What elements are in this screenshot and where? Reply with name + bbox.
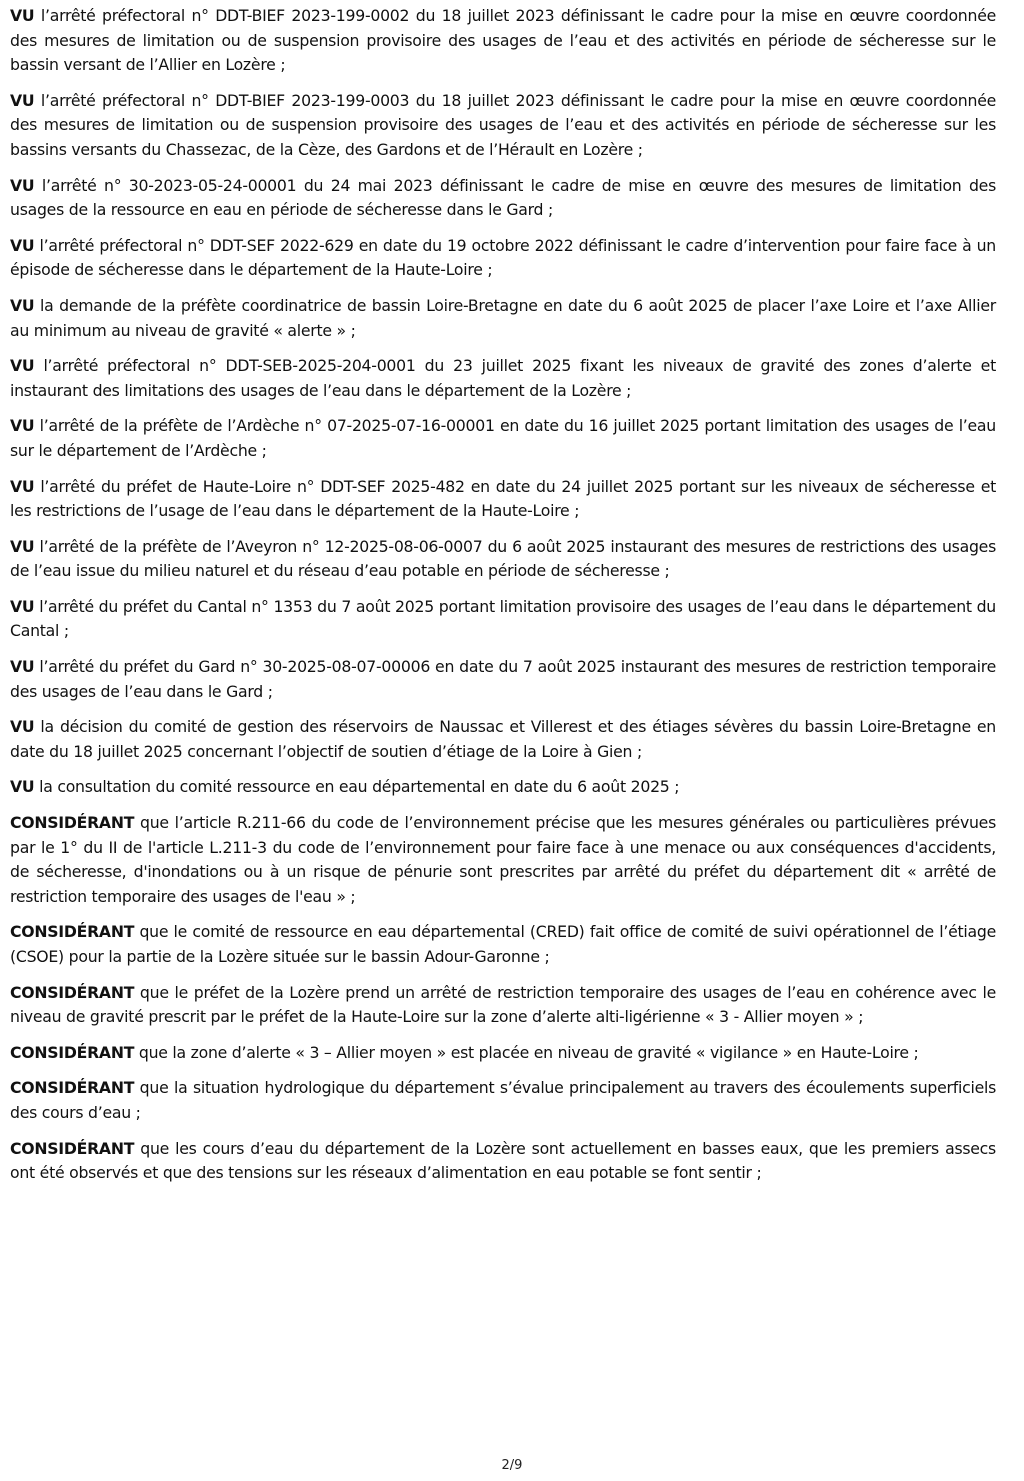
vu-paragraph [10, 535, 996, 584]
paragraph-text: que les cours d’eau du département de la Lozère sont actuellement en basses eaux, que les premiers assecs ont été observés et que des tensions sur les réseaux d’alimentation en eau potable se font sentir ; [10, 1138, 996, 1183]
paragraph-text: l’arrêté du préfet de Haute-Loire n° DDT-SEF 2025-482 en date du 24 juillet 2025 portant sur les niveaux de sécheresse et les restrictions de l’usage de l’eau dans le département de la Haute-Loire ; [10, 476, 996, 521]
paragraph-text: que la zone d’alerte « 3 – Allier moyen » est placée en niveau de gravité « vigilance » en Haute-Loire ; [134, 1042, 919, 1062]
vu-paragraph [10, 595, 996, 644]
vu-keyword: VU [10, 596, 35, 616]
vu-keyword: VU [10, 235, 35, 255]
vu-keyword: VU [10, 657, 35, 677]
paragraph-text: l’arrêté du préfet du Cantal n° 1353 du 7 août 2025 portant limitation provisoire des usages de l’eau dans le département du Cantal ; [10, 596, 996, 641]
paragraph-text: l’arrêté n° 30-2023-05-24-00001 du 24 mai 2023 définissant le cadre de mise en œuvre des mesures de limitation des usages de la ressource en eau en période de sécheresse dans le Gard ; [10, 175, 996, 220]
vu-paragraph [10, 89, 996, 163]
paragraph-text: que la situation hydrologique du département s’évalue principalement au travers des écoulements superficiels des cours d’eau ; [10, 1078, 996, 1122]
paragraph-text: que l’article R.211-66 du code de l’environnement précise que les mesures générales ou particulières prévues par le 1° du II de l'article L.211-3 du code de l’environnement pour faire face à une menace ou aux conséquences d'accidents, de sécheresse, d'inondations ou à un risque de pénurie sont prescrites par arrêté du préfet du département dit « arrêté de restriction temporaire des usages de l'eau » ; [10, 813, 996, 906]
considerant-paragraph [10, 811, 996, 909]
vu-paragraph [10, 234, 996, 283]
considerant-paragraph [10, 920, 996, 969]
paragraph-text: l’arrêté préfectoral n° DDT-BIEF 2023-199-0003 du 18 juillet 2023 définissant le cadre pour la mise en œuvre coordonnée des mesures de limitation ou de suspension provisoire des usages de l’eau et des activités en période de sécheresse sur les bassins versants du Chassezac, de la Cèze, des Gardons et de l’Hérault en Lozère ; [10, 90, 996, 159]
considerant-paragraph [10, 1076, 996, 1125]
paragraph-text: l’arrêté de la préfète de l’Ardèche n° 07-2025-07-16-00001 en date du 16 juillet 2025 portant limitation des usages de l’eau sur le département de l’Ardèche ; [10, 416, 996, 460]
paragraph-text: l’arrêté préfectoral n° DDT-BIEF 2023-199-0002 du 18 juillet 2023 définissant le cadre pour la mise en œuvre coordonnée des mesures de limitation ou de suspension provisoire des usages de l’eau et des activités en période de sécheresse sur le bassin versant de l’Allier en Lozère ; [10, 6, 996, 75]
paragraph-text: la demande de la préfète coordinatrice de bassin Loire-Bretagne en date du 6 août 2025 de placer l’axe Loire et l’axe Allier au minimum au niveau de gravité « alerte » ; [10, 295, 996, 340]
vu-paragraph [10, 174, 996, 223]
vu-keyword: VU [10, 536, 35, 556]
vu-paragraph [10, 354, 996, 403]
considerant-keyword: CONSIDÉRANT [10, 1042, 135, 1062]
vu-keyword: VU [10, 356, 35, 376]
paragraph-text: que le préfet de la Lozère prend un arrêté de restriction temporaire des usages de l’eau en cohérence avec le niveau de gravité prescrit par le préfet de la Haute-Loire sur la zone d’alerte alti-ligérienne « 3 - Allier moyen » ; [10, 982, 996, 1027]
paragraph-text: l’arrêté du préfet du Gard n° 30-2025-08-07-00006 en date du 7 août 2025 instaurant des mesures de restriction temporaire des usages de l’eau dans le Gard ; [10, 657, 996, 701]
vu-paragraph [10, 294, 996, 343]
vu-keyword: VU [10, 416, 35, 436]
considerant-keyword: CONSIDÉRANT [10, 982, 135, 1002]
vu-keyword: VU [10, 175, 35, 195]
paragraph-text: que le comité de ressource en eau départemental (CRED) fait office de comité de suivi opérationnel de l’étiage (CSOE) pour la partie de la Lozère située sur le bassin Adour-Garonne ; [10, 922, 996, 966]
vu-paragraph [10, 775, 996, 800]
considerant-keyword: CONSIDÉRANT [10, 922, 135, 942]
vu-keyword: VU [10, 476, 35, 496]
considerant-paragraph [10, 1137, 996, 1186]
vu-paragraph [10, 655, 996, 704]
considerant-keyword: CONSIDÉRANT [10, 1138, 135, 1158]
considerant-keyword: CONSIDÉRANT [10, 813, 135, 833]
vu-keyword: VU [10, 717, 35, 737]
document-body [10, 4, 996, 1197]
considerant-paragraph [10, 981, 996, 1030]
vu-paragraph [10, 4, 996, 78]
considerant-paragraph [10, 1041, 996, 1066]
paragraph-text: l’arrêté préfectoral n° DDT-SEB-2025-204-0001 du 23 juillet 2025 fixant les niveaux de gravité des zones d’alerte et instaurant des limitations des usages de l’eau dans le département de la Lozère ; [10, 356, 996, 400]
paragraph-text: l’arrêté de la préfète de l’Aveyron n° 12-2025-08-06-0007 du 6 août 2025 instaurant des mesures de restrictions des usages de l’eau issue du milieu naturel et du réseau d’eau potable en période de sécheresse ; [10, 536, 996, 581]
vu-paragraph [10, 715, 996, 764]
vu-keyword: VU [10, 777, 35, 797]
paragraph-text: la consultation du comité ressource en eau départemental en date du 6 août 2025 ; [34, 777, 680, 797]
paragraph-text: l’arrêté préfectoral n° DDT-SEF 2022-629 en date du 19 octobre 2022 définissant le cadre d’intervention pour faire face à un épisode de sécheresse dans le département de la Haute-Loire ; [10, 235, 996, 280]
vu-paragraph [10, 414, 996, 463]
vu-keyword: VU [10, 295, 35, 315]
page-number: 2/9 [501, 1458, 523, 1473]
considerant-keyword: CONSIDÉRANT [10, 1078, 135, 1098]
paragraph-text: la décision du comité de gestion des réservoirs de Naussac et Villerest et des étiages sévères du bassin Loire-Bretagne en date du 18 juillet 2025 concernant l’objectif de soutien d’étiage de la Loire à Gien ; [10, 717, 996, 761]
vu-keyword: VU [10, 6, 35, 25]
vu-paragraph [10, 475, 996, 524]
vu-keyword: VU [10, 90, 35, 110]
